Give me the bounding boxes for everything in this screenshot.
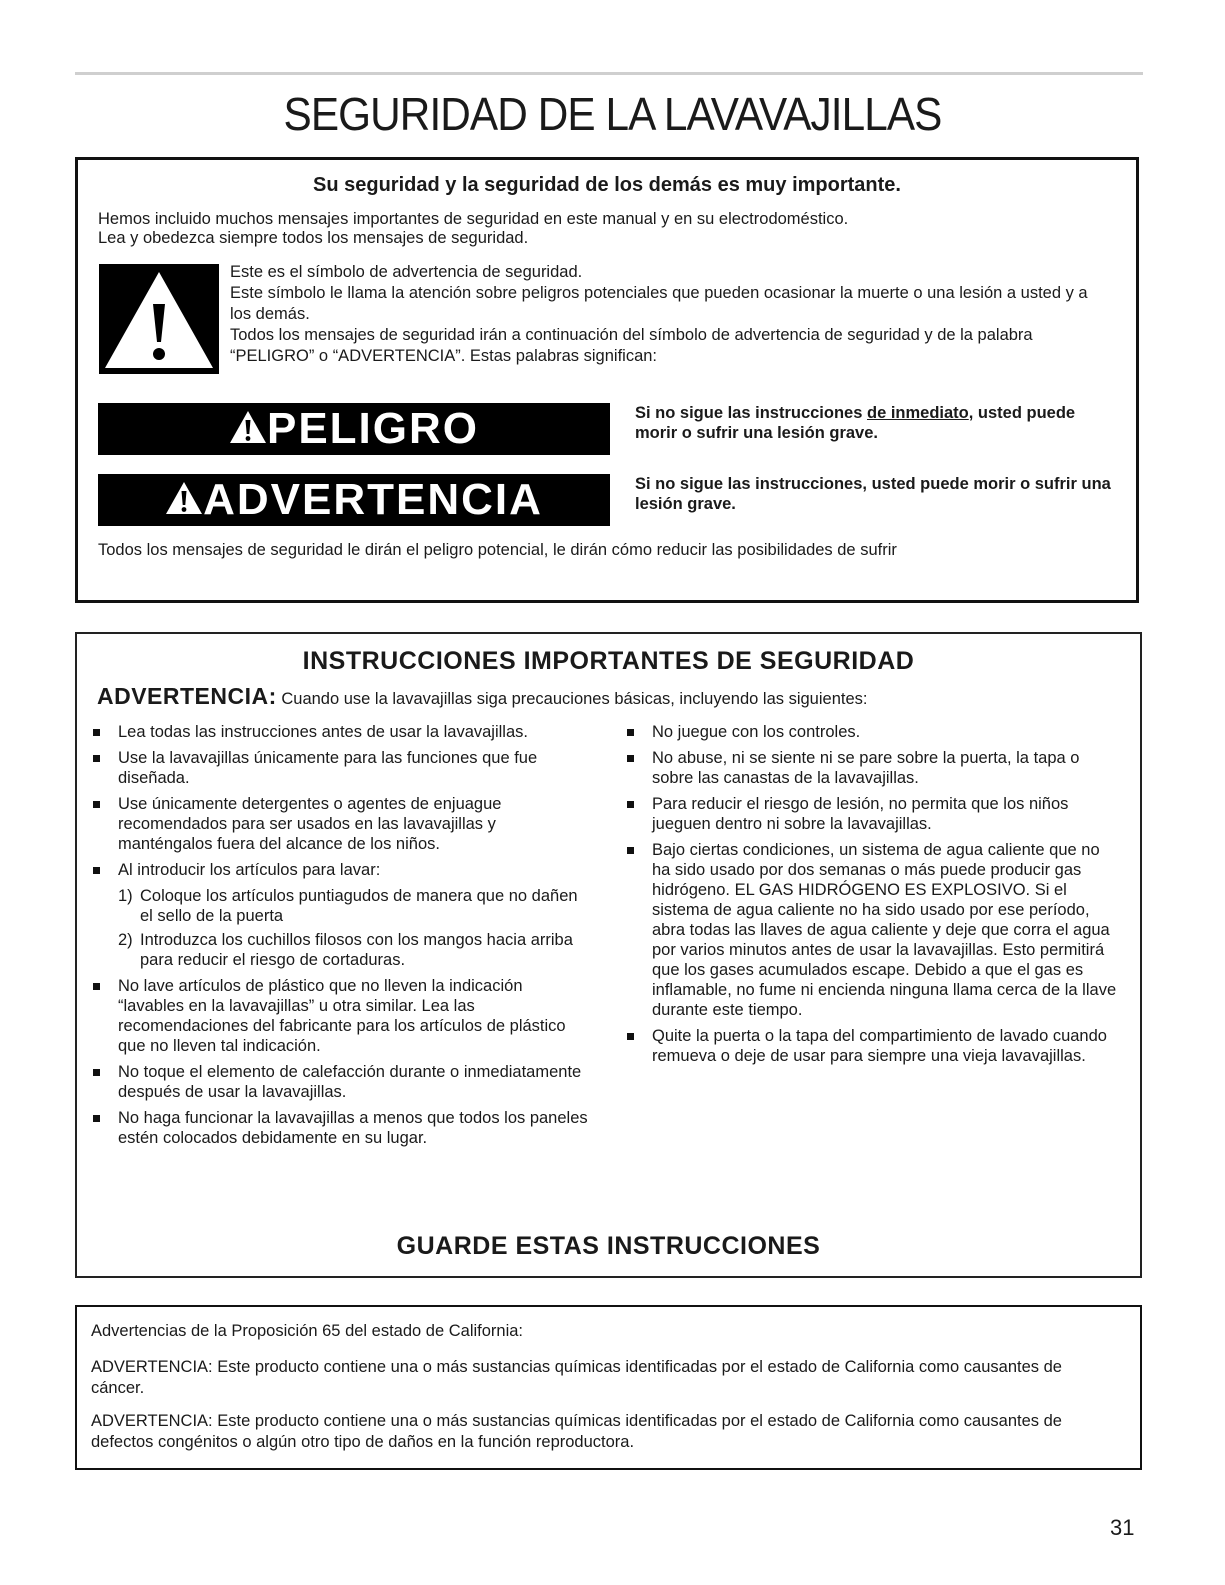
bullet-icon xyxy=(627,1033,634,1040)
list-item xyxy=(627,1026,1117,1066)
bullet-icon xyxy=(93,801,100,808)
safety-heading: Su seguridad y la seguridad de los demás es muy importante. xyxy=(313,174,901,196)
bullet-icon xyxy=(93,867,100,874)
lead-text: Cuando use la lavavajillas siga precauciones básicas, incluyendo las siguientes: xyxy=(276,690,868,708)
peligro-banner xyxy=(98,403,610,455)
advertencia-banner xyxy=(98,474,610,526)
list-item xyxy=(93,860,593,970)
bullet-icon xyxy=(627,847,634,854)
important-instructions-box xyxy=(75,632,1142,1278)
list-item-text: Para reducir el riesgo de lesión, no permita que los niños jueguen dentro ni sobre la lavavajillas. xyxy=(652,795,1069,833)
bullet-icon xyxy=(93,729,100,736)
list-item-text: No lave artículos de plástico que no lleven la indicación “lavables en la lavavajillas” u otra similar. Lea las recomendaciones del fabricante para los artículos de plástico que no lleven tal indicación. xyxy=(118,977,566,1055)
lead-label: ADVERTENCIA: xyxy=(97,683,277,709)
peligro-desc-part-2: , usted puede morir o sufrir una lesión grave. xyxy=(635,404,1076,442)
page-title: SEGURIDAD DE LA LAVAVAJILLAS xyxy=(283,88,942,140)
prop65-warning-reproductive: ADVERTENCIA: Este producto contiene una o más sustancias químicas identificadas por el estado de California como causantes de defectos congénitos o algún otro tipo de daños en la función reproductora. xyxy=(91,1412,1062,1451)
bullet-icon xyxy=(627,801,634,808)
peligro-desc-part-1: Si no sigue las instrucciones xyxy=(635,404,867,422)
bullet-icon xyxy=(93,1115,100,1122)
bullet-icon xyxy=(627,729,634,736)
peligro-label: PELIGRO xyxy=(266,404,480,453)
list-item xyxy=(93,748,593,788)
bullet-icon xyxy=(93,983,100,990)
page-number: 31 xyxy=(1110,1515,1135,1540)
banner-warning-icon xyxy=(165,481,203,515)
safety-intro-line-1: Hemos incluido muchos mensajes importantes de seguridad en este manual y en su electrodoméstico. xyxy=(98,210,849,228)
sub-list-number: 1) xyxy=(118,887,133,905)
sub-list-text: Coloque los artículos puntiagudos de manera que no dañen el sello de la puerta xyxy=(140,887,578,925)
peligro-description xyxy=(635,403,1115,443)
list-item-text: No toque el elemento de calefacción durante o inmediatamente después de usar la lavavajillas. xyxy=(118,1063,582,1101)
save-instructions-heading: GUARDE ESTAS INSTRUCCIONES xyxy=(396,1232,821,1260)
advertencia-description: Si no sigue las instrucciones, usted puede morir o sufrir una lesión grave. xyxy=(635,475,1111,513)
list-item xyxy=(627,840,1117,1020)
safety-message-box xyxy=(75,157,1139,603)
list-item xyxy=(627,748,1117,788)
list-item-text: Use la lavavajillas únicamente para las funciones que fue diseñada. xyxy=(118,749,538,787)
list-item xyxy=(93,1108,593,1148)
sub-list-item xyxy=(118,930,593,970)
symbol-explanation xyxy=(230,262,1110,367)
prop65-warning-cancer: ADVERTENCIA: Este producto contiene una o más sustancias químicas identificadas por el estado de California como causantes de cáncer. xyxy=(91,1358,1062,1397)
safety-intro-line-2: Lea y obedezca siempre todos los mensajes de seguridad. xyxy=(98,229,529,247)
bullet-icon xyxy=(93,755,100,762)
list-item xyxy=(627,794,1117,834)
symbol-line-1: Este es el símbolo de advertencia de seguridad. xyxy=(230,263,583,281)
instructions-right-column xyxy=(627,722,1117,1072)
list-item-text: Al introducir los artículos para lavar: xyxy=(118,861,381,879)
list-item-text: No juegue con los controles. xyxy=(652,723,861,741)
prop65-box xyxy=(75,1305,1142,1470)
list-item xyxy=(93,976,593,1056)
list-item xyxy=(93,1062,593,1102)
instructions-lead xyxy=(97,683,867,710)
list-item-text: Use únicamente detergentes o agentes de enjuague recomendados para ser usados en las lavavajillas y manténgalos fuera del alcance de los niños. xyxy=(118,795,502,853)
list-item-text: No abuse, ni se siente ni se pare sobre la puerta, la tapa o sobre las canastas de la lavavajillas. xyxy=(652,749,1080,787)
sub-list-item xyxy=(118,886,593,926)
list-item xyxy=(627,722,1117,742)
bullet-icon xyxy=(93,1069,100,1076)
warning-triangle-icon xyxy=(99,264,219,374)
list-item xyxy=(93,722,593,742)
top-rule xyxy=(75,72,1143,75)
list-item xyxy=(93,794,593,854)
symbol-line-2: Este símbolo le llama la atención sobre peligros potenciales que pueden ocasionar la muerte o una lesión a usted y a los demás. xyxy=(230,284,1088,323)
sub-list-text: Introduzca los cuchillos filosos con los mangos hacia arriba para reducir el riesgo de cortaduras. xyxy=(140,931,573,969)
instructions-heading: INSTRUCCIONES IMPORTANTES DE SEGURIDAD xyxy=(302,647,915,675)
symbol-line-3: Todos los mensajes de seguridad irán a continuación del símbolo de advertencia de seguridad y de la palabra “PELIGRO” o “ADVERTENCIA”. Estas palabras significan: xyxy=(230,326,1033,365)
banner-warning-icon xyxy=(229,410,267,444)
sub-list xyxy=(118,886,593,970)
list-item-text: Bajo ciertas condiciones, un sistema de agua caliente que no ha sido usado por dos semanas o más puede producir gas hidrógeno. EL GAS HIDRÓGENO ES EXPLOSIVO. Si el sistema de agua caliente no ha sido usado por ese período, abra todas las llaves de agua caliente y deje que corra el agua por varios minutos antes de usar la lavavajillas. Esto permitirá que los gases acumulados escape. Debido a que el gas es inflamable, no fume ni encienda ninguna llama cerca de la llave durante este tiempo. xyxy=(652,841,1117,1019)
bullet-icon xyxy=(627,755,634,762)
safety-intro xyxy=(98,210,848,248)
safety-footer: Todos los mensajes de seguridad le dirán el peligro potencial, le dirán cómo reducir las posibilidades de sufrir xyxy=(98,541,897,559)
list-item-text: Quite la puerta o la tapa del compartimiento de lavado cuando remueva o deje de usar para siempre una vieja lavavajillas. xyxy=(652,1027,1107,1065)
advertencia-label: ADVERTENCIA xyxy=(203,475,543,524)
peligro-desc-underlined: de inmediato xyxy=(866,404,969,422)
prop65-title: Advertencias de la Proposición 65 del estado de California: xyxy=(91,1322,524,1340)
sub-list-number: 2) xyxy=(118,931,133,949)
instructions-left-column xyxy=(93,722,593,1154)
list-item-text: No haga funcionar la lavavajillas a menos que todos los paneles estén colocados debidamente en su lugar. xyxy=(118,1109,588,1147)
list-item-text: Lea todas las instrucciones antes de usar la lavavajillas. xyxy=(118,723,528,741)
